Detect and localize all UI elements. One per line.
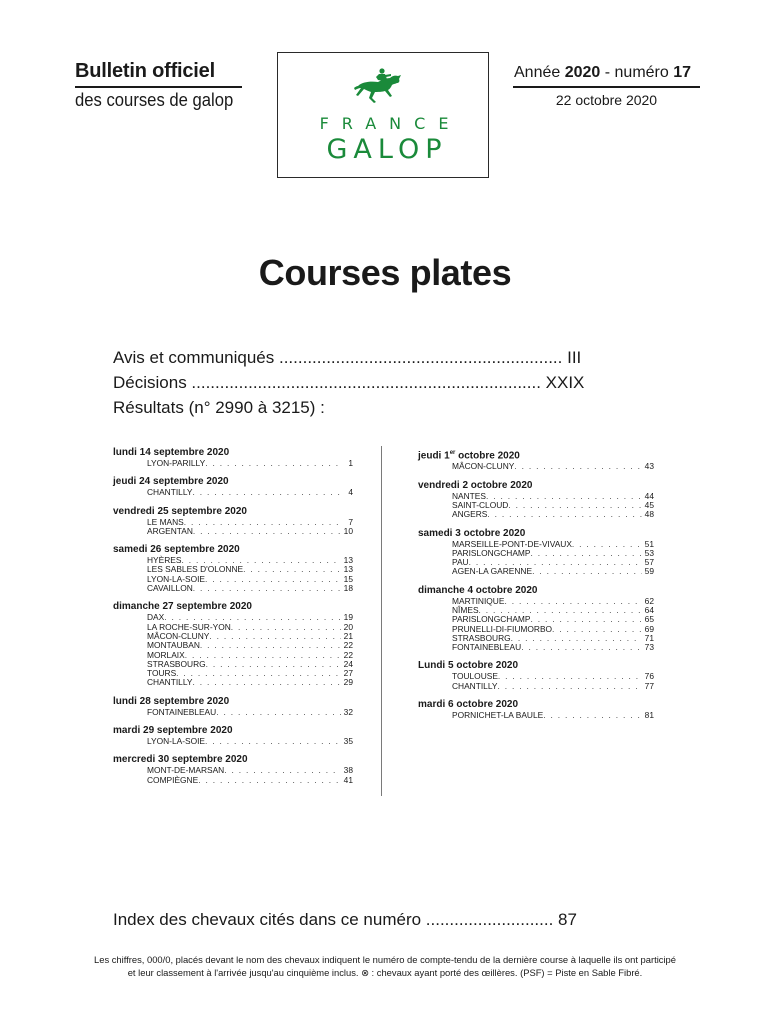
- logo-galop-text: GALOP: [326, 134, 448, 165]
- race-day-group: [418, 699, 654, 720]
- dot-leader: [205, 459, 341, 468]
- page-number: 38: [343, 765, 353, 776]
- page-number: 27: [343, 668, 353, 679]
- racecourse-name: PRUNELLI-DI-FIUMORBO: [452, 623, 553, 634]
- race-day-heading: dimanche 27 septembre 2020: [113, 601, 252, 613]
- race-day-group: [113, 696, 353, 717]
- page-number: 64: [644, 605, 654, 615]
- dot-leader: [176, 669, 341, 678]
- toc-resultats: Résultats (n° 2990 à 3215) :: [113, 398, 325, 417]
- race-day-group: [113, 725, 353, 746]
- bulletin-title: Bulletin officiel: [75, 60, 215, 82]
- racecourse-entry: [418, 711, 654, 720]
- footnote-line-2: et leur classement à l'arrivée jusqu'au cinquième inclus. ⊗ : chevaux ayant porté des œillères. (PSF) = Piste en Sable Fibré.: [127, 967, 643, 978]
- dot-leader: [205, 575, 341, 584]
- dot-leader: [205, 737, 341, 746]
- index-chevaux: Index des chevaux cités dans ce numéro ........................... 87: [113, 910, 577, 929]
- racecourse-entry: [418, 682, 654, 691]
- dot-leader: [511, 634, 642, 643]
- page-number: 41: [343, 774, 353, 785]
- race-day-group: [418, 480, 654, 520]
- page-number: 20: [343, 621, 353, 632]
- page-number: 73: [644, 642, 654, 653]
- racecourse-name: NÎMES: [452, 605, 479, 615]
- racecourse-entry: [113, 459, 353, 468]
- dot-leader: [498, 672, 642, 681]
- racecourse-name: PORNICHET-LA BAULE: [452, 710, 544, 721]
- page-number: 19: [343, 612, 353, 623]
- page-number: 1: [348, 458, 353, 468]
- racecourse-name: AGEN-LA GARENNE: [452, 566, 533, 577]
- race-day-group: [113, 476, 353, 497]
- racecourse-entry: [113, 678, 353, 687]
- racecourse-name: MARSEILLE-PONT-DE-VIVAUX: [452, 538, 572, 549]
- racecourse-name: LYON-PARILLY: [147, 458, 206, 468]
- race-day-heading: lundi 28 septembre 2020: [113, 695, 230, 707]
- race-day-heading: mardi 6 octobre 2020: [418, 699, 519, 711]
- header-rule-left: [75, 86, 242, 88]
- race-day-group: [113, 754, 353, 785]
- racecourse-entry: [418, 510, 654, 519]
- page-number: 35: [343, 736, 353, 747]
- racecourse-entry: [113, 584, 353, 593]
- racecourse-name: ANGERS: [452, 509, 488, 520]
- racecourse-entry: [113, 776, 353, 785]
- page-number: 24: [343, 658, 353, 669]
- footnote-line-1: Les chiffres, 000/0, placés devant le nom des chevaux indiquent le numéro de compte-tendu de la dernière course à laquelle ils ont participé: [94, 954, 676, 965]
- racecourse-name: PARISLONGCHAMP: [452, 614, 531, 625]
- page-number: 76: [644, 671, 654, 682]
- dot-leader: [497, 682, 642, 691]
- racecourse-name: SAINT-CLOUD: [452, 499, 509, 510]
- page-number: 10: [343, 525, 353, 536]
- dot-leader: [532, 567, 642, 576]
- racecourse-name: DAX: [147, 612, 165, 623]
- bulletin-subtitle: des courses de galop: [75, 89, 234, 110]
- dot-leader: [486, 492, 642, 501]
- dot-leader: [572, 540, 642, 549]
- toc-avis: Avis et communiqués ............................................................ III: [113, 348, 582, 367]
- racecourse-name: TOURS: [147, 668, 177, 679]
- racecourse-entry: [418, 462, 654, 471]
- racecourse-entry: [113, 708, 353, 717]
- racecourse-name: NANTES: [452, 490, 486, 501]
- racecourse-entry: [418, 643, 654, 652]
- racecourse-name: CHANTILLY: [147, 487, 193, 498]
- dot-leader: [216, 708, 341, 717]
- page-number: 18: [343, 583, 353, 594]
- race-day-heading: Lundi 5 octobre 2020: [418, 660, 519, 672]
- racecourse-name: CHANTILLY: [452, 680, 498, 691]
- race-day-heading: vendredi 2 octobre 2020: [418, 479, 533, 491]
- logo-france-text: FRANCE: [319, 114, 462, 133]
- racecourse-entry: [113, 527, 353, 536]
- race-day-group: [113, 447, 353, 468]
- race-day-heading: mercredi 30 septembre 2020: [113, 754, 248, 766]
- racecourse-name: HYÈRES: [147, 555, 182, 566]
- racecourse-name: CAVAILLON: [147, 583, 193, 594]
- page-number: 44: [644, 490, 654, 501]
- page-number: 53: [644, 547, 654, 558]
- racecourse-entry: [418, 567, 654, 576]
- dot-leader: [504, 597, 642, 606]
- dot-leader: [192, 678, 341, 687]
- dot-leader: [224, 766, 341, 775]
- dot-leader: [209, 632, 341, 641]
- page-number: 65: [644, 614, 654, 625]
- page-number: 45: [644, 499, 654, 510]
- racecourse-name: MÂCON-CLUNY: [147, 630, 210, 641]
- issue-date: 22 octobre 2020: [555, 92, 658, 108]
- page-number: 69: [644, 623, 654, 634]
- race-day-heading: dimanche 4 octobre 2020: [418, 584, 538, 596]
- results-column-left: [113, 447, 353, 793]
- results-column-right: [418, 447, 654, 728]
- racecourse-entry: [113, 737, 353, 746]
- racecourse-name: FONTAINEBLEAU: [452, 642, 522, 653]
- dot-leader: [508, 501, 642, 510]
- page-number: 57: [644, 557, 654, 568]
- dot-leader: [185, 651, 341, 660]
- page-number: 43: [644, 461, 654, 472]
- page-number: 77: [644, 680, 654, 691]
- racecourse-name: PARISLONGCHAMP: [452, 547, 531, 558]
- page-number: 4: [348, 487, 353, 498]
- race-day-heading: samedi 3 octobre 2020: [418, 527, 526, 539]
- racecourse-name: FONTAINEBLEAU: [147, 706, 217, 717]
- racecourse-name: LES SABLES D'OLONNE: [147, 564, 244, 575]
- race-day-group: [418, 447, 654, 472]
- dot-leader: [514, 462, 642, 471]
- dot-leader: [193, 527, 341, 536]
- race-day-group: [418, 585, 654, 653]
- dot-leader: [231, 623, 341, 632]
- page-number: 32: [343, 706, 353, 717]
- race-day-group: [418, 660, 654, 691]
- issue-year-number: Année 2020 - numéro 17: [514, 64, 692, 81]
- page-number: 15: [343, 573, 353, 584]
- dot-leader: [198, 776, 341, 785]
- page-number: 13: [343, 555, 353, 566]
- dot-leader: [552, 625, 642, 634]
- race-day-group: [113, 544, 353, 593]
- race-day-heading: samedi 26 septembre 2020: [113, 544, 240, 556]
- race-day-group: [113, 601, 353, 687]
- race-day-group: [418, 528, 654, 577]
- racecourse-name: PAU: [452, 557, 469, 568]
- page-number: 13: [343, 564, 353, 575]
- race-day-heading: vendredi 25 septembre 2020: [113, 505, 247, 517]
- toc-decisions: Décisions .......................................................................... XXIX: [113, 373, 585, 392]
- racecourse-name: LYON-LA-SOIE: [147, 736, 206, 747]
- racecourse-name: MORLAIX: [147, 649, 185, 660]
- dot-leader: [531, 549, 643, 558]
- racecourse-name: MARTINIQUE: [452, 595, 505, 606]
- racecourse-entry: [113, 488, 353, 497]
- race-day-heading: lundi 14 septembre 2020: [113, 447, 230, 458]
- page-number: 21: [343, 630, 353, 641]
- horse-jockey-icon: [352, 66, 404, 108]
- race-day-heading: mardi 29 septembre 2020: [113, 725, 233, 737]
- dot-leader: [200, 641, 341, 650]
- page-number: 71: [644, 632, 654, 643]
- racecourse-name: LE MANS: [147, 516, 184, 527]
- header-rule-right: [513, 86, 700, 88]
- racecourse-name: TOULOUSE: [452, 671, 498, 682]
- racecourse-name: STRASBOURG: [452, 632, 511, 643]
- racecourse-name: COMPIÈGNE: [147, 774, 199, 785]
- dot-leader: [521, 643, 642, 652]
- page-number: 22: [343, 649, 353, 660]
- dot-leader: [206, 660, 341, 669]
- page-number: 62: [644, 595, 654, 606]
- racecourse-name: CHANTILLY: [147, 677, 193, 688]
- racecourse-name: MÂCON-CLUNY: [452, 461, 515, 472]
- page-title: Courses plates: [258, 252, 512, 293]
- page-number: 51: [644, 538, 654, 549]
- racecourse-name: LA ROCHE-SUR-YON: [147, 621, 231, 632]
- race-day-heading: jeudi 24 septembre 2020: [113, 476, 229, 488]
- race-day-heading: jeudi 1er octobre 2020: [418, 450, 520, 462]
- dot-leader: [193, 584, 341, 593]
- dot-leader: [184, 518, 341, 527]
- page-number: 48: [644, 509, 654, 520]
- dot-leader: [487, 510, 642, 519]
- page-number: 81: [644, 710, 654, 721]
- racecourse-name: STRASBOURG: [147, 658, 206, 669]
- racecourse-name: ARGENTAN: [147, 525, 193, 536]
- page-number: 29: [343, 677, 353, 688]
- race-day-group: [113, 506, 353, 537]
- page-number: 59: [644, 566, 654, 577]
- racecourse-name: MONT-DE-MARSAN: [147, 765, 225, 776]
- dot-leader: [192, 488, 341, 497]
- page-number: 7: [348, 516, 353, 527]
- page-number: 22: [343, 640, 353, 651]
- dot-leader: [543, 711, 642, 720]
- racecourse-name: LYON-LA-SOIE: [147, 573, 206, 584]
- racecourse-name: MONTAUBAN: [147, 640, 200, 651]
- column-divider: [381, 446, 382, 796]
- footnote: [40, 953, 730, 979]
- dot-leader: [243, 565, 341, 574]
